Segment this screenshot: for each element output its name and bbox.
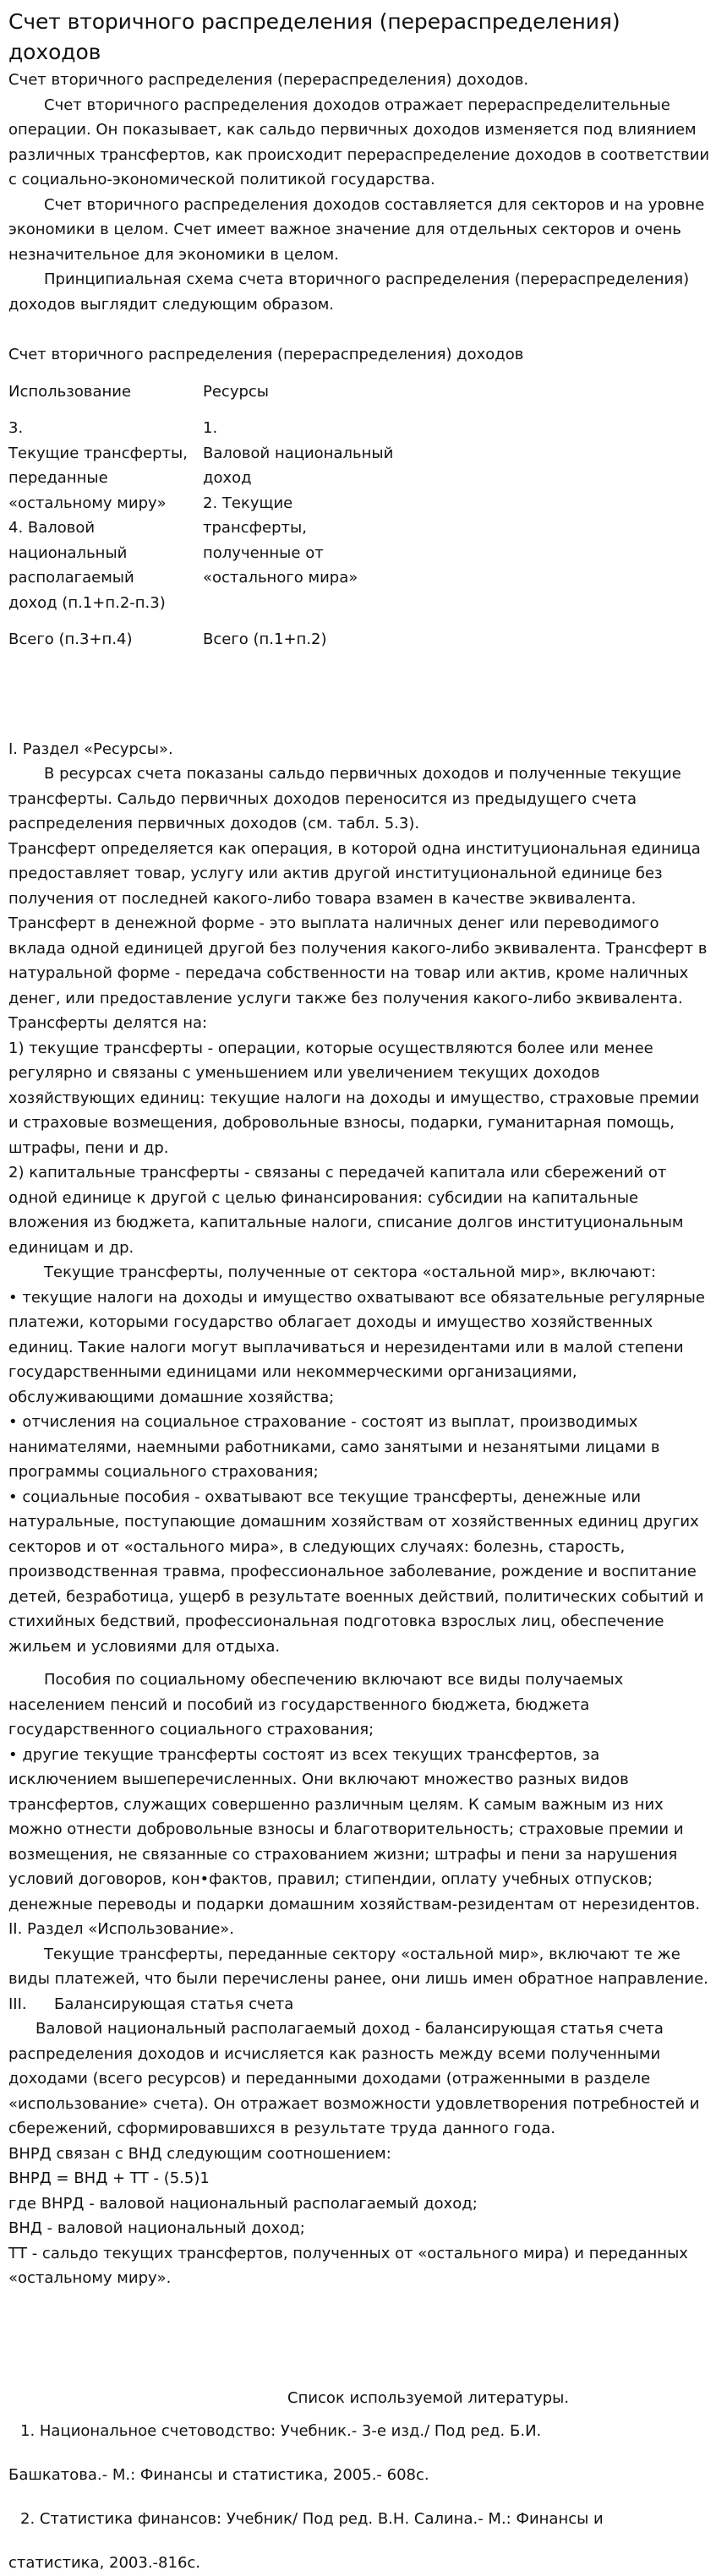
reference-item: 1. Национальное счетоводство: Учебник.- 3-е изд./ Под ред. Б.И.: [20, 2422, 542, 2440]
references-title: Список используемой литературы.: [287, 2388, 570, 2407]
uses-line: «остальному миру»: [8, 494, 167, 512]
reference-item-continued: статистика, 2003.-816с.: [8, 2554, 201, 2572]
section1-bullet: • текущие налоги на доходы и имущество охватывают все обязательные регулярные платежи, которыми государство облагает доходы и имущество хозяйственных единиц. Такие налоги могут выплачиваться и нерезидентами или в малой степени государственными единицами или некоммерческими организациями, обслуживающими домашние хозяйства;: [8, 1288, 705, 1406]
uses-line: 3.: [8, 419, 24, 437]
uses-line: располагаемый: [8, 569, 134, 587]
resources-header: Ресурсы: [203, 382, 270, 401]
account-scheme-table: [8, 379, 711, 652]
section1-paragraph: В ресурсах счета показаны сальдо первичных доходов и полученные текущие трансферты. Сальдо первичных доходов переносится из предыдущего счета распределения первичных доходов (см. табл. 5.3).: [8, 765, 681, 832]
resources-column: [203, 379, 423, 652]
resources-line: полученные от: [203, 543, 324, 562]
formula-line: ВНРД = ВНД + ТТ - (5.5)1: [8, 2169, 210, 2187]
resources-line: «остального мира»: [203, 569, 358, 587]
uses-total: Всего (п.3+п.4): [8, 630, 133, 648]
section1-paragraph: Пособия по социальному обеспечению включают все виды получаемых населением пенсий и пособий из государственного бюджета, бюджета государственного социального страхования;: [8, 1671, 624, 1738]
document-title: Счет вторичного распределения (перераспределения) доходов: [8, 9, 620, 64]
reference-item-continued: Башкатова.- М.: Финансы и статистика, 2005.- 608с.: [8, 2466, 429, 2484]
section1-paragraph: Текущие трансферты, полученные от сектора «остальной мир», включают:: [44, 1263, 657, 1281]
resources-line: 1.: [203, 419, 218, 437]
section1-paragraph: Трансферт определяется как операция, в которой одна институциональная единица предоставляет товар, услугу или актив другой институциональной единице без получения от последней какого-либо товара взамен в качестве эквивалента. Трансферт в денежной форме - это выплата наличных денег или переводимого вклада одной единицей другой без получения какого-либо эквивалента. Трансферт в натуральной форме - передача собственности на товар или актив, кроме наличных денег, или предоставление услуги также без получения какого-либо эквивалента. Трансферты делятся на:: [8, 839, 708, 1032]
table-caption: Счет вторичного распределения (перераспределения) доходов: [8, 346, 524, 363]
section1-bullet: • отчисления на социальное страхование - состоят из выплат, производимых нанимателями, наемными работниками, само занятыми и незанятыми лицами в программы социального страхования;: [8, 1413, 660, 1481]
section3-number: III.: [8, 1995, 27, 2013]
formula-line: где ВНРД - валовой национальный располагаемый доход;: [8, 2194, 478, 2213]
section1-bullet: • социальные пособия - охватывают все текущие трансферты, денежные или натуральные, поступающие домашним хозяйствам от хозяйственных единиц других секторов и от «остального мира», в следующих случаях: болезнь, старость, производственная травма, профессиональное заболевание, рождение и воспитание детей, безработица, ущерб в результате военных действий, политических событий и стихийных бедствий, профессиональная подготовка взрослых лиц, обеспечение жильем и условиями для отдыха.: [8, 1487, 704, 1656]
resources-total: Всего (п.1+п.2): [203, 630, 327, 648]
resources-line: Валовой национальный: [203, 444, 394, 462]
reference-item: 2. Статистика финансов: Учебник/ Под ред. В.Н. Салина.- М.: Финансы и: [20, 2510, 604, 2528]
uses-line: доход (п.1+п.2-п.3): [8, 593, 166, 612]
formula-line: ТТ - сальдо текущих трансфертов, полученных от «остального мира) и переданных «остальному миру».: [8, 2244, 688, 2287]
uses-line: 4. Валовой: [8, 519, 96, 537]
section1-list-item: 1) текущие трансферты - операции, которые осуществляются более или менее регулярно и связаны с уменьшением или увеличением текущих доходов хозяйствующих единиц: текущие налоги на доходы и имущество, страховые премии и страховые возмещения, добровольные взносы, подарки, гуманитарная помощь, штрафы, пени и др.: [8, 1039, 700, 1157]
formula-line: ВНРД связан с ВНД следующим соотношением:: [8, 2144, 391, 2163]
uses-column: [8, 379, 203, 652]
uses-line: переданные: [8, 469, 108, 487]
resources-line: трансферты,: [203, 519, 307, 537]
section3-paragraph: Валовой национальный располагаемый доход - балансирующая статья счета распределения доходов и исчисляется как разность между всеми полученными доходами (всего ресурсов) и переданными доходами (отраженными в разделе «использование» счета). Он отражает возможности удовлетворения потребностей и сбережений, сформировавшихся в результате труда данного года.: [8, 2020, 700, 2137]
intro-paragraph-2: Счет вторичного распределения доходов составляется для секторов и на уровне экономики в целом. Счет имеет важное значение для отдельных секторов и очень незначительное для экономики в целом.: [8, 195, 705, 264]
document-subtitle: Счет вторичного распределения (перераспределения) доходов.: [8, 71, 529, 89]
section3-title: Балансирующая статья счета: [54, 1995, 294, 2013]
resources-line: доход: [203, 469, 252, 487]
uses-line: Текущие трансферты,: [8, 444, 188, 462]
uses-header: Использование: [8, 382, 132, 401]
section2-paragraph: Текущие трансферты, переданные сектору «остальной мир», включают те же виды платежей, что были перечислены ранее, они лишь имен обратное направление.: [8, 1945, 708, 1988]
section1-bullet: • другие текущие трансферты состоят из всех текущих трансфертов, за исключением вышеперечисленных. Они включают множество разных видов трансфертов, служащих совершенно различным целям. К самым важным из них можно отнести добровольные взносы и благотворительность; страховые премии и возмещения, не связанные со страхованием жизни; штрафы и пени за нарушения условий договоров, кон•фактов, правил; стипендии, оплату учебных отпусков; денежные переводы и подарки домашним хозяйствам-резидентам от нерезидентов.: [8, 1745, 701, 1913]
resources-line: 2. Текущие: [203, 494, 293, 512]
section1-list-item: 2) капитальные трансферты - связаны с передачей капитала или сбережений от одной единице к другой с целью финансирования: субсидии на капитальные вложения из бюджета, капитальные налоги, списание долгов институциональным единицам и др.: [8, 1164, 684, 1257]
section2-title: II. Раздел «Использование».: [8, 1920, 235, 1938]
uses-line: национальный: [8, 543, 128, 562]
formula-line: ВНД - валовой национальный доход;: [8, 2219, 305, 2237]
section1-title: I. Раздел «Ресурсы».: [8, 740, 173, 758]
intro-paragraph-3: Принципиальная схема счета вторичного распределения (перераспределения) доходов выглядит следующим образом.: [8, 270, 690, 314]
section3-heading: [8, 1992, 711, 2017]
intro-paragraph-1: Счет вторичного распределения доходов отражает перераспределительные операции. Он показывает, как сальдо первичных доходов изменяется под влиянием различных трансфертов, как происходит перераспределение доходов в соответствии с социально-экономической политикой государства.: [8, 96, 710, 188]
